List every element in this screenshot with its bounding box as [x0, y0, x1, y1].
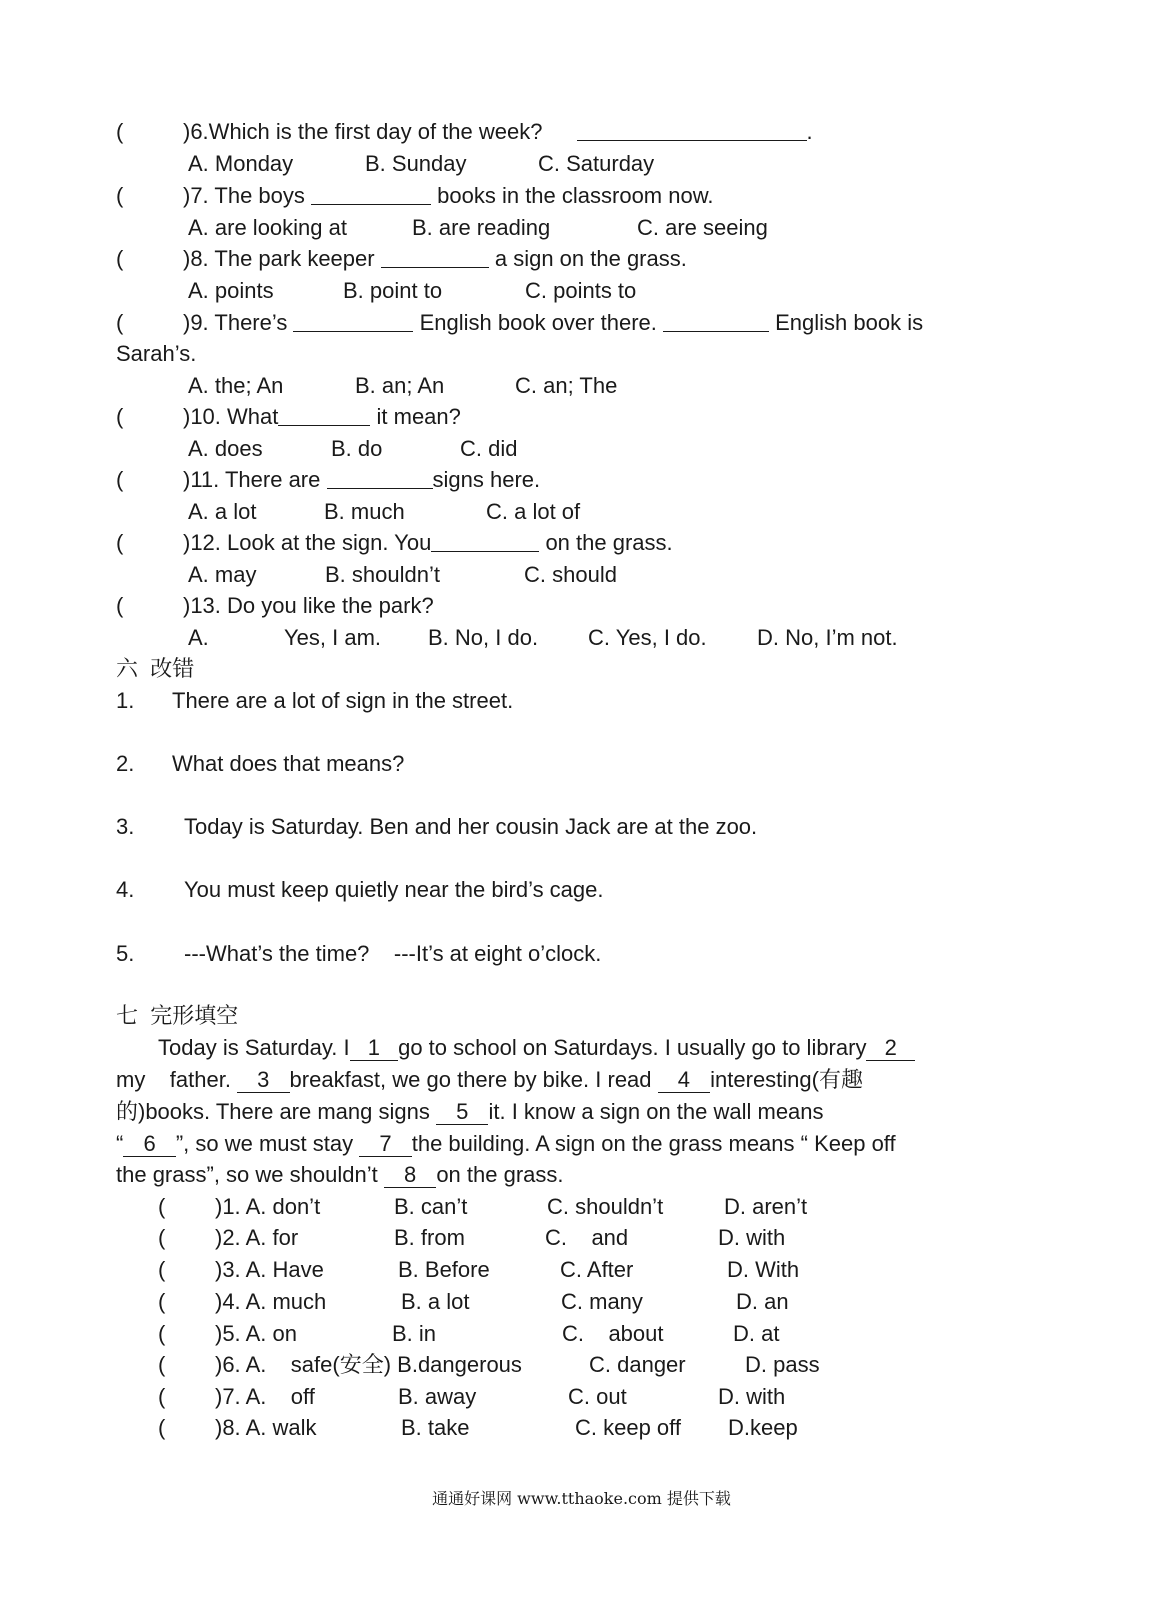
- answer-paren[interactable]: (: [158, 1415, 166, 1440]
- cloze-option-a: )8. A. walk: [215, 1415, 317, 1440]
- answer-paren[interactable]: (: [158, 1321, 166, 1346]
- question-stem: )11. There are: [183, 467, 321, 492]
- cloze-option-c: C. out: [568, 1384, 627, 1409]
- cloze-line: [116, 1162, 564, 1188]
- blank-number: 3: [257, 1067, 270, 1092]
- question-stem-mid: English book over there.: [419, 310, 657, 335]
- cloze-blank[interactable]: [658, 1067, 711, 1093]
- answer-paren[interactable]: (: [158, 1289, 166, 1314]
- answer-paren[interactable]: (: [158, 1384, 166, 1409]
- option-c: C. Yes, I do.: [588, 625, 707, 650]
- answer-blank[interactable]: [311, 184, 431, 205]
- answer-paren[interactable]: (: [116, 593, 124, 618]
- cloze-text: breakfast, we go there by bike. I read: [289, 1067, 658, 1092]
- cloze-text: go to school on Saturdays. I usually go to library: [398, 1035, 867, 1060]
- answer-blank[interactable]: [431, 531, 539, 552]
- question-stem: )7. The boys: [183, 183, 305, 208]
- option-a-text: Yes, I am.: [284, 625, 382, 650]
- option-b: B. Sunday: [365, 151, 467, 176]
- option-a: A. may: [188, 562, 257, 587]
- answer-blank[interactable]: [278, 405, 370, 426]
- question-8: [183, 246, 687, 272]
- correction-sentence: ---What’s the time? ---It’s at eight o’clock.: [184, 941, 602, 966]
- correction-number: 2.: [116, 751, 135, 776]
- option-c: C. are seeing: [637, 215, 768, 240]
- cloze-option-b: B. can’t: [394, 1194, 468, 1219]
- cloze-text: “: [116, 1131, 124, 1156]
- blank-number: 8: [403, 1162, 417, 1187]
- option-a: A. Monday: [188, 151, 294, 176]
- cloze-line: [116, 1067, 863, 1093]
- correction-number: 4.: [116, 877, 135, 902]
- option-b: B. are reading: [412, 215, 551, 240]
- section-6-title: 六 改错: [116, 656, 195, 681]
- answer-paren[interactable]: (: [116, 246, 124, 271]
- cloze-blank[interactable]: [384, 1162, 437, 1188]
- cloze-option-c: C. many: [561, 1289, 643, 1314]
- cloze-line: [158, 1035, 915, 1061]
- blank-number: 2: [884, 1035, 897, 1060]
- question-stem: )8. The park keeper: [183, 246, 375, 271]
- cloze-text: on the grass.: [436, 1162, 564, 1187]
- cloze-option-d: D. at: [733, 1321, 780, 1346]
- blank-number: 5: [456, 1099, 469, 1124]
- option-b: B. No, I do.: [428, 625, 539, 650]
- cloze-option-b: B. a lot: [401, 1289, 470, 1314]
- cloze-text: the grass”, so we shouldn’t: [116, 1162, 384, 1187]
- option-a: A. the; An: [188, 373, 284, 398]
- cloze-blank[interactable]: [436, 1099, 489, 1125]
- cloze-blank[interactable]: [359, 1131, 412, 1157]
- cloze-line: [116, 1099, 824, 1125]
- answer-paren[interactable]: (: [116, 404, 124, 429]
- option-c: C. Saturday: [538, 151, 655, 176]
- correction-sentence: Today is Saturday. Ben and her cousin Jack are at the zoo.: [184, 814, 758, 839]
- cloze-line: [116, 1131, 896, 1157]
- cloze-option-c: C. keep off: [575, 1415, 681, 1440]
- question-11: [183, 467, 540, 493]
- cloze-option-c: C. After: [560, 1257, 634, 1282]
- cloze-option-d: D. with: [718, 1384, 786, 1409]
- option-c: C. did: [460, 436, 518, 461]
- cloze-text: the building. A sign on the grass means “ Keep off: [411, 1131, 896, 1156]
- question-stem-end: books in the classroom now.: [437, 183, 714, 208]
- cloze-option-a: )3. A. Have: [215, 1257, 324, 1282]
- cloze-blank[interactable]: [350, 1035, 399, 1061]
- answer-paren[interactable]: (: [158, 1194, 166, 1219]
- option-d: D. No, I’m not.: [757, 625, 898, 650]
- question-9: [183, 310, 923, 336]
- cloze-option-c: C. danger: [589, 1352, 686, 1377]
- cloze-option-d: D.keep: [728, 1415, 798, 1440]
- cloze-option-a: )1. A. don’t: [215, 1194, 321, 1219]
- answer-paren[interactable]: (: [116, 183, 124, 208]
- option-b: B. an; An: [355, 373, 445, 398]
- option-a: A. does: [188, 436, 263, 461]
- question-9-continued: Sarah’s.: [116, 341, 197, 366]
- cloze-blank[interactable]: [237, 1067, 290, 1093]
- cloze-option-a: )5. A. on: [215, 1321, 297, 1346]
- answer-paren[interactable]: (: [116, 467, 124, 492]
- cloze-text: Today is Saturday. I: [158, 1035, 350, 1060]
- question-12: [183, 530, 673, 556]
- cloze-text: interesting(有趣: [710, 1067, 863, 1092]
- correction-number: 1.: [116, 688, 135, 713]
- blank-number: 6: [143, 1131, 156, 1156]
- option-a: A.: [188, 625, 209, 650]
- question-stem-end: it mean?: [376, 404, 461, 429]
- cloze-option-a: )6. A. safe(安全) B.dangerous: [215, 1352, 522, 1377]
- cloze-option-b: B. in: [392, 1321, 437, 1346]
- footer-source: 通通好课网 www.tthaoke.com 提供下载: [432, 1489, 731, 1508]
- answer-paren[interactable]: (: [158, 1257, 166, 1282]
- cloze-option-b: B. Before: [398, 1257, 490, 1282]
- option-b: B. do: [331, 436, 383, 461]
- answer-blank[interactable]: [577, 120, 807, 141]
- correction-sentence: What does that means?: [172, 751, 405, 776]
- blank-number: 1: [367, 1035, 380, 1060]
- correction-sentence: There are a lot of sign in the street.: [172, 688, 514, 713]
- question-7: [183, 183, 714, 209]
- question-stem: )9. There’s: [183, 310, 288, 335]
- blank-number: 7: [379, 1131, 392, 1156]
- question-6: [183, 119, 813, 145]
- cloze-text: it. I know a sign on the wall means: [488, 1099, 824, 1124]
- answer-blank[interactable]: [663, 311, 769, 332]
- question-stem-end: signs here.: [432, 467, 541, 492]
- option-b: B. much: [324, 499, 405, 524]
- cloze-option-c: C. shouldn’t: [547, 1194, 664, 1219]
- cloze-option-a: )4. A. much: [215, 1289, 327, 1314]
- cloze-text: my father.: [116, 1067, 238, 1092]
- question-stem: )12. Look at the sign. You: [183, 530, 432, 555]
- correction-number: 5.: [116, 941, 135, 966]
- option-c: C. should: [524, 562, 617, 587]
- cloze-option-c: C. and: [545, 1225, 629, 1250]
- answer-blank[interactable]: [293, 311, 413, 332]
- cloze-text: 的)books. There are mang signs: [116, 1099, 436, 1124]
- option-c: C. points to: [525, 278, 637, 303]
- question-stem-end: on the grass.: [545, 530, 673, 555]
- cloze-blank[interactable]: [123, 1131, 176, 1157]
- option-a: A. are looking at: [188, 215, 347, 240]
- cloze-option-d: D. with: [718, 1225, 786, 1250]
- cloze-text: ”, so we must stay: [175, 1131, 360, 1156]
- question-10: [183, 404, 461, 430]
- answer-blank[interactable]: [381, 247, 489, 268]
- question-13: )13. Do you like the park?: [183, 593, 434, 618]
- option-c: C. a lot of: [486, 499, 581, 524]
- option-b: B. shouldn’t: [325, 562, 440, 587]
- cloze-blank[interactable]: [866, 1035, 915, 1061]
- option-c: C. an; The: [515, 373, 618, 398]
- cloze-option-c: C. about: [562, 1321, 664, 1346]
- question-stem: )10. What: [183, 404, 279, 429]
- option-a: A. a lot: [188, 499, 257, 524]
- cloze-option-b: B. take: [401, 1415, 470, 1440]
- cloze-option-d: D. an: [736, 1289, 789, 1314]
- cloze-option-d: D. aren’t: [724, 1194, 808, 1219]
- cloze-option-b: B. away: [398, 1384, 477, 1409]
- cloze-option-a: )7. A. off: [215, 1384, 315, 1409]
- answer-blank[interactable]: [327, 468, 433, 489]
- correction-number: 3.: [116, 814, 135, 839]
- period: .: [806, 119, 813, 144]
- answer-paren[interactable]: (: [116, 310, 124, 335]
- option-b: B. point to: [343, 278, 443, 303]
- cloze-option-a: )2. A. for: [215, 1225, 299, 1250]
- question-stem-end: a sign on the grass.: [494, 246, 687, 271]
- answer-paren[interactable]: (: [116, 119, 124, 144]
- answer-paren[interactable]: (: [158, 1352, 166, 1377]
- cloze-option-b: B. from: [394, 1225, 465, 1250]
- answer-paren[interactable]: (: [158, 1225, 166, 1250]
- option-a: A. points: [188, 278, 274, 303]
- section-7-title: 七 完形填空: [116, 1003, 239, 1028]
- correction-sentence: You must keep quietly near the bird’s cage.: [184, 877, 604, 902]
- question-stem-end: English book is: [775, 310, 924, 335]
- blank-number: 4: [677, 1067, 691, 1092]
- cloze-option-d: D. pass: [745, 1352, 820, 1377]
- answer-paren[interactable]: (: [116, 530, 124, 555]
- cloze-option-d: D. With: [727, 1257, 800, 1282]
- question-stem: )6.Which is the first day of the week?: [183, 119, 543, 144]
